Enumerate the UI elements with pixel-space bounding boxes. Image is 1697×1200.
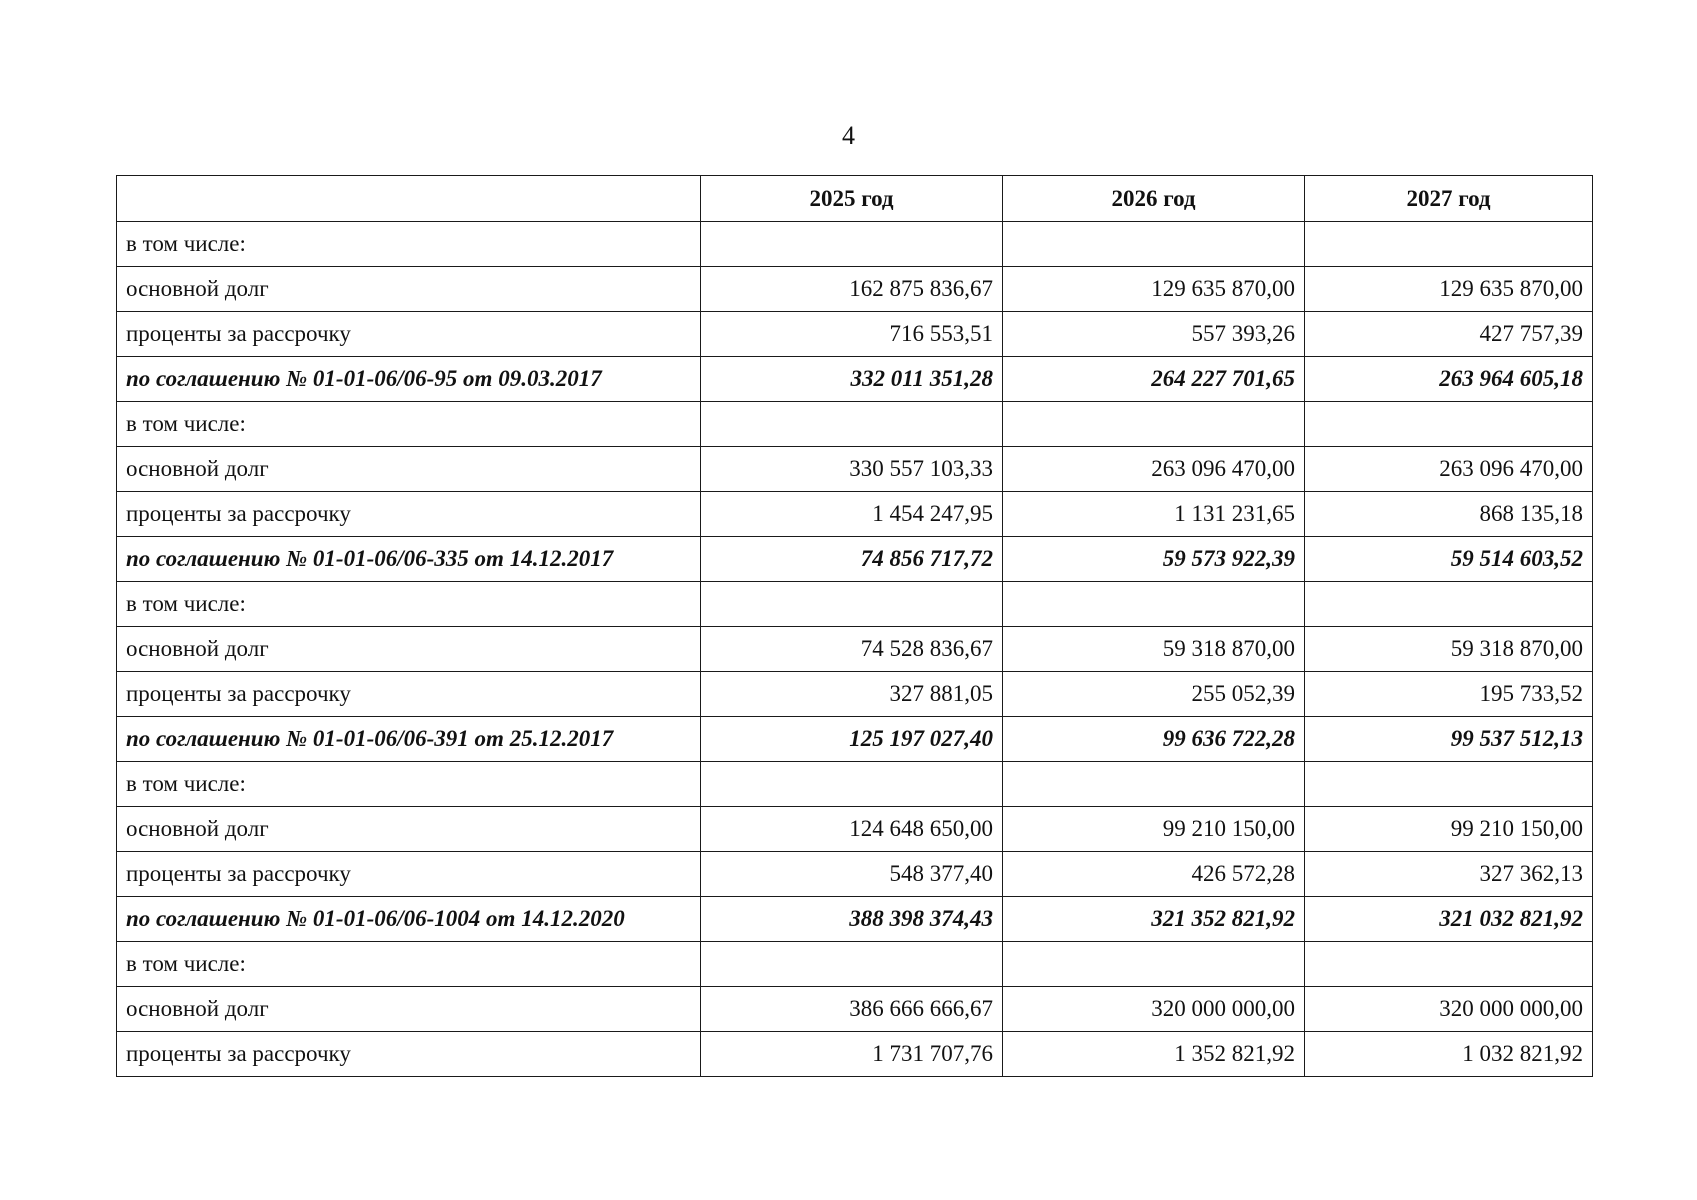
value-2027: 868 135,18 (1305, 492, 1593, 537)
table-header (117, 176, 1593, 222)
value-2027 (1305, 402, 1593, 447)
table-row (117, 627, 1593, 672)
row-label: по соглашению № 01-01-06/06-95 от 09.03.2017 (117, 357, 701, 402)
value-2026: 321 352 821,92 (1003, 897, 1305, 942)
value-2026: 264 227 701,65 (1003, 357, 1305, 402)
row-label: по соглашению № 01-01-06/06-1004 от 14.12.2020 (117, 897, 701, 942)
value-2027: 263 964 605,18 (1305, 357, 1593, 402)
value-2027 (1305, 222, 1593, 267)
value-2027: 129 635 870,00 (1305, 267, 1593, 312)
table-row (117, 852, 1593, 897)
value-2026: 99 210 150,00 (1003, 807, 1305, 852)
agreement-row (117, 357, 1593, 402)
row-label: в том числе: (117, 402, 701, 447)
agreement-row (117, 717, 1593, 762)
table-row (117, 1032, 1593, 1077)
row-label: проценты за рассрочку (117, 672, 701, 717)
value-2025: 125 197 027,40 (701, 717, 1003, 762)
value-2026: 255 052,39 (1003, 672, 1305, 717)
value-2026: 59 573 922,39 (1003, 537, 1305, 582)
subheading-row (117, 402, 1593, 447)
value-2026: 1 352 821,92 (1003, 1032, 1305, 1077)
table-body (117, 222, 1593, 1077)
value-2026: 557 393,26 (1003, 312, 1305, 357)
value-2025: 74 856 717,72 (701, 537, 1003, 582)
header-cell-label (117, 176, 701, 222)
value-2025: 388 398 374,43 (701, 897, 1003, 942)
header-row (117, 176, 1593, 222)
value-2027: 59 514 603,52 (1305, 537, 1593, 582)
subheading-row (117, 582, 1593, 627)
value-2025 (701, 762, 1003, 807)
row-label: основной долг (117, 807, 701, 852)
table-row (117, 492, 1593, 537)
table-row (117, 807, 1593, 852)
subheading-row (117, 222, 1593, 267)
value-2025: 330 557 103,33 (701, 447, 1003, 492)
value-2027: 195 733,52 (1305, 672, 1593, 717)
value-2025: 124 648 650,00 (701, 807, 1003, 852)
row-label: в том числе: (117, 582, 701, 627)
value-2027: 327 362,13 (1305, 852, 1593, 897)
row-label: проценты за рассрочку (117, 852, 701, 897)
value-2025: 162 875 836,67 (701, 267, 1003, 312)
row-label: основной долг (117, 267, 701, 312)
row-label: проценты за рассрочку (117, 312, 701, 357)
value-2027: 321 032 821,92 (1305, 897, 1593, 942)
table-row (117, 267, 1593, 312)
row-label: в том числе: (117, 942, 701, 987)
value-2026: 59 318 870,00 (1003, 627, 1305, 672)
value-2025 (701, 942, 1003, 987)
agreement-row (117, 897, 1593, 942)
value-2027: 263 096 470,00 (1305, 447, 1593, 492)
row-label: по соглашению № 01-01-06/06-335 от 14.12.2017 (117, 537, 701, 582)
value-2025: 716 553,51 (701, 312, 1003, 357)
value-2026: 426 572,28 (1003, 852, 1305, 897)
value-2027: 99 537 512,13 (1305, 717, 1593, 762)
value-2026 (1003, 402, 1305, 447)
value-2027: 1 032 821,92 (1305, 1032, 1593, 1077)
row-label: основной долг (117, 447, 701, 492)
value-2027: 320 000 000,00 (1305, 987, 1593, 1032)
header-cell-2027: 2027 год (1305, 176, 1593, 222)
value-2025: 548 377,40 (701, 852, 1003, 897)
value-2025: 1 454 247,95 (701, 492, 1003, 537)
value-2025: 327 881,05 (701, 672, 1003, 717)
value-2027: 427 757,39 (1305, 312, 1593, 357)
value-2026: 99 636 722,28 (1003, 717, 1305, 762)
table-row (117, 987, 1593, 1032)
row-label: проценты за рассрочку (117, 1032, 701, 1077)
value-2027 (1305, 762, 1593, 807)
value-2026 (1003, 582, 1305, 627)
table-row (117, 312, 1593, 357)
value-2026 (1003, 762, 1305, 807)
budget-table (116, 175, 1593, 1077)
value-2025 (701, 222, 1003, 267)
header-cell-2025: 2025 год (701, 176, 1003, 222)
value-2025: 1 731 707,76 (701, 1032, 1003, 1077)
value-2027 (1305, 942, 1593, 987)
header-cell-2026: 2026 год (1003, 176, 1305, 222)
subheading-row (117, 762, 1593, 807)
value-2025: 74 528 836,67 (701, 627, 1003, 672)
value-2026: 1 131 231,65 (1003, 492, 1305, 537)
value-2027 (1305, 582, 1593, 627)
row-label: проценты за рассрочку (117, 492, 701, 537)
value-2026 (1003, 942, 1305, 987)
row-label: по соглашению № 01-01-06/06-391 от 25.12.2017 (117, 717, 701, 762)
value-2026: 263 096 470,00 (1003, 447, 1305, 492)
value-2025 (701, 402, 1003, 447)
value-2027: 99 210 150,00 (1305, 807, 1593, 852)
table-row (117, 672, 1593, 717)
agreement-row (117, 537, 1593, 582)
page-number: 4 (842, 121, 855, 150)
table-row (117, 447, 1593, 492)
value-2026: 129 635 870,00 (1003, 267, 1305, 312)
value-2025: 386 666 666,67 (701, 987, 1003, 1032)
value-2026 (1003, 222, 1305, 267)
value-2027: 59 318 870,00 (1305, 627, 1593, 672)
value-2025: 332 011 351,28 (701, 357, 1003, 402)
value-2025 (701, 582, 1003, 627)
row-label: основной долг (117, 987, 701, 1032)
value-2026: 320 000 000,00 (1003, 987, 1305, 1032)
row-label: в том числе: (117, 762, 701, 807)
row-label: в том числе: (117, 222, 701, 267)
subheading-row (117, 942, 1593, 987)
row-label: основной долг (117, 627, 701, 672)
